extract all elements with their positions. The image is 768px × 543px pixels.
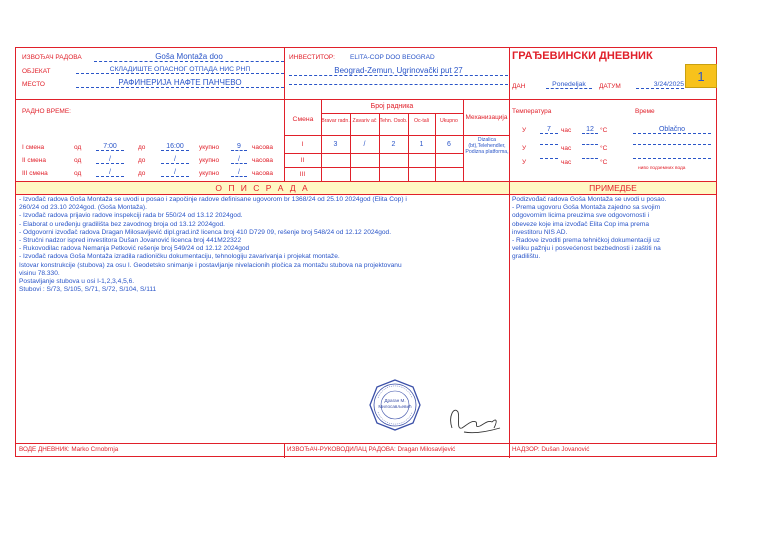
shift-to-label: до bbox=[138, 144, 146, 151]
water-level-label: ниво подземних вода bbox=[638, 166, 686, 171]
description-line: - Izvođač radova Goša Montaža se uvodi u posao i započinje radove definisane ugovorom br 1368/24 od 25.10 2024god (Elita Cop) i bbox=[19, 196, 407, 203]
weather-desc-value: Oblačno bbox=[633, 126, 711, 134]
day-value: Ponedeljak bbox=[546, 81, 592, 89]
temperature-label: Температура bbox=[512, 108, 552, 115]
shift-total-label: укупно bbox=[199, 144, 220, 151]
date-value: 3/24/2025 bbox=[636, 81, 684, 89]
worker-count-cell bbox=[321, 153, 350, 167]
remarks-line: gradilištu. bbox=[512, 253, 541, 261]
weather-desc-value bbox=[633, 158, 711, 159]
weather-hour-value: 7 bbox=[540, 126, 558, 134]
workers-title: Број радника bbox=[370, 103, 414, 110]
weather-hour-label: час bbox=[561, 159, 572, 166]
remarks-text bbox=[512, 196, 712, 262]
diary-title: ГРАЂЕВИНСКИ ДНЕВНИК bbox=[512, 50, 653, 62]
remarks-line: - Radove izvoditi prema tehničkoj dokumentaciji uz bbox=[512, 237, 661, 245]
description-line: 260/24 od 23.10 2024god. (Goša Montaža). bbox=[19, 204, 147, 212]
weather-y-label: У bbox=[522, 127, 527, 134]
weather-y-label: У bbox=[522, 145, 527, 152]
worker-col-header: Ukupno bbox=[440, 118, 458, 124]
weather-temp-unit: °С bbox=[600, 127, 608, 134]
diary-keeper: ВОДЕ ДНЕВНИК: Marko Crnobrnja bbox=[19, 446, 119, 453]
investor-label: ИНВЕСТИТОР: bbox=[289, 54, 335, 61]
description-title: О П И С Р А Д А bbox=[215, 183, 310, 193]
remarks-line: - Prema ugovoru Goša Montaža zajedno sa svojim bbox=[512, 204, 661, 212]
contractor-value: Goša Montaža doo bbox=[94, 52, 284, 62]
worker-col-header: Tehn. Osob. bbox=[379, 118, 408, 124]
shift-name: I смена bbox=[22, 144, 45, 151]
stamp-line-2: Милосављевић bbox=[378, 404, 412, 409]
worker-col-header: Oc-tali bbox=[414, 118, 429, 124]
weather-temp-value bbox=[582, 144, 598, 145]
description-line: Istovar konstrukcije (stubova) za osu I. Geodetsko snimanje i postavljanje nivelacionih pločica za montažu stubova na projektovanu bbox=[19, 261, 402, 269]
shift-from-label: од bbox=[74, 170, 82, 177]
shift-hours-label: часова bbox=[252, 144, 273, 151]
weather-temp-unit: °С bbox=[600, 159, 608, 166]
worker-count-cell bbox=[321, 167, 350, 181]
weather-hour-value bbox=[540, 144, 558, 145]
investor-value: ELITA-COP DOO BEOGRAD bbox=[350, 54, 435, 61]
shift-total-value: / bbox=[231, 169, 247, 177]
object-label: ОБЈЕКАТ bbox=[22, 68, 51, 75]
worker-count-cell bbox=[350, 167, 379, 181]
shift-name: II смена bbox=[22, 157, 46, 164]
description-line: - Elaborat o uređenju gradilišta bez zavodnog broja od 13.12 2024god. bbox=[19, 220, 226, 228]
description-text bbox=[19, 196, 507, 294]
worker-row-shift: I bbox=[301, 140, 304, 148]
worker-count-cell bbox=[379, 153, 408, 167]
weather-hour-label: час bbox=[561, 145, 572, 152]
remarks-line: investitoru NIS AD. bbox=[512, 228, 568, 236]
worker-count-cell: 1 bbox=[419, 140, 424, 148]
day-label: ДАН bbox=[512, 83, 526, 90]
signature-image bbox=[444, 398, 504, 440]
worker-row-shift: III bbox=[299, 170, 306, 178]
worker-count-cell: / bbox=[363, 140, 366, 148]
description-line: - Izvođač radova Goša Montaža izradila radioničku dokumentaciju, tehnologiju zavarivanja i projekat montaže. bbox=[19, 253, 340, 261]
worker-count-cell bbox=[350, 153, 379, 167]
worker-count-cell bbox=[435, 153, 463, 167]
investor-address: Beograd-Zemun, Ugrinovački put 27 bbox=[289, 66, 508, 76]
shift-to-value: / bbox=[161, 156, 189, 164]
weather-y-label: У bbox=[522, 159, 527, 166]
shift-total-label: укупно bbox=[199, 170, 220, 177]
shift-total-value: / bbox=[231, 156, 247, 164]
remarks-line: obeveze koje ima izvođač Elita Cop ima prema bbox=[512, 220, 650, 228]
remarks-title: ПРИМЕДБЕ bbox=[589, 183, 637, 193]
construction-diary-sheet bbox=[15, 47, 717, 457]
description-line: Postavljanje stubova u osi I-1,2,3,4,5,6. bbox=[19, 278, 135, 286]
object-value: СКЛАДИШТЕ ОПАСНОГ ОТПАДА НИС РНП bbox=[76, 66, 284, 74]
shift-from-label: од bbox=[74, 144, 82, 151]
description-line: - Odgovorni izvođač radova Dragan Milosavljević dipl.grad.inž licenca broj 410 D729 09, rešenje broj 548/24 od 12.12 2024god. bbox=[19, 228, 392, 236]
stamp-line-1: Драган М. bbox=[384, 398, 406, 403]
shift-from-value: / bbox=[96, 156, 124, 164]
worker-col-header: Zavariv ač bbox=[352, 118, 377, 124]
shift-hours-label: часова bbox=[252, 157, 273, 164]
worker-count-cell bbox=[379, 167, 408, 181]
worker-row-shift: II bbox=[300, 156, 305, 164]
shift-to-value: 16:00 bbox=[161, 143, 189, 151]
description-line: Stubovi : S/73, S/105, S/71, S/72, S/104, S/111 bbox=[19, 286, 157, 294]
supervisor: НАДЗОР: Dušan Jovanović bbox=[512, 446, 590, 453]
worker-count-cell: 6 bbox=[447, 140, 451, 148]
remarks-line: veliku pažnju i posvećenost bezbednosti i zaštiti na bbox=[512, 245, 661, 253]
shift-from-label: од bbox=[74, 157, 82, 164]
description-line: visinu 78.330. bbox=[19, 269, 60, 277]
date-label: ДАТУМ bbox=[599, 83, 621, 90]
weather-desc-value bbox=[633, 144, 711, 145]
shift-total-value: 9 bbox=[231, 143, 247, 151]
mech-col-header: Механизација bbox=[465, 114, 508, 121]
description-line: - Izvođač radova prijavio radove inspekciji rada br 550/24 od 13.12 2024god. bbox=[19, 212, 243, 220]
page-number-badge: 1 bbox=[685, 64, 717, 88]
shift-from-value: 7:00 bbox=[96, 143, 124, 151]
company-stamp bbox=[368, 378, 422, 432]
description-line: - Stručni nadzor ispred investitora Dušan Jovanović licenca broj 441M22322 bbox=[19, 237, 242, 245]
worker-count-cell bbox=[408, 167, 435, 181]
shift-total-label: укупно bbox=[199, 157, 220, 164]
description-line: - Rukovodilac radova Nemanja Petković rešenje broj 549/24 od 12.12 2024god bbox=[19, 245, 250, 253]
shift-col-header: Смена bbox=[292, 116, 314, 123]
worker-col-header: Bravar radn. bbox=[321, 118, 350, 124]
weather-hour-label: час bbox=[561, 127, 572, 134]
remarks-line: odgovornim licima preuzima sve odgovornosti i bbox=[512, 212, 650, 220]
worker-count-cell bbox=[408, 153, 435, 167]
shift-name: III смена bbox=[22, 170, 48, 177]
weather-temp-value bbox=[582, 158, 598, 159]
weather-temp-unit: °С bbox=[600, 145, 608, 152]
location-value: РАФИНЕРИЈА НАФТЕ ПАНЧЕВО bbox=[76, 78, 284, 88]
contractor-label: ИЗВОЂАЧ РАДОВА bbox=[22, 54, 82, 61]
shift-from-value: / bbox=[96, 169, 124, 177]
location-label: МЕСТО bbox=[22, 81, 45, 88]
worker-count-cell bbox=[435, 167, 463, 181]
remarks-line: Podizvođač radova Goša Montaža se uvodi u posao. bbox=[512, 196, 667, 203]
weather-label: Време bbox=[635, 108, 655, 115]
weather-hour-value bbox=[540, 158, 558, 159]
shift-hours-label: часова bbox=[252, 170, 273, 177]
worker-count-cell: 2 bbox=[391, 140, 396, 148]
weather-temp-value: 12 bbox=[582, 126, 598, 134]
mechanization-value: Dizalica (bt),Telehendler, Podizna platforma, bbox=[465, 137, 509, 155]
worker-count-cell: 3 bbox=[333, 140, 338, 148]
work-time-label: РАДНО ВРЕМЕ: bbox=[22, 108, 71, 115]
shift-to-label: до bbox=[138, 157, 146, 164]
shift-to-label: до bbox=[138, 170, 146, 177]
site-manager: ИЗВОЂАЧ-РУКОВОДИЛАЦ РАДОВА: Dragan Milosavljević bbox=[287, 446, 456, 453]
shift-to-value: / bbox=[161, 169, 189, 177]
